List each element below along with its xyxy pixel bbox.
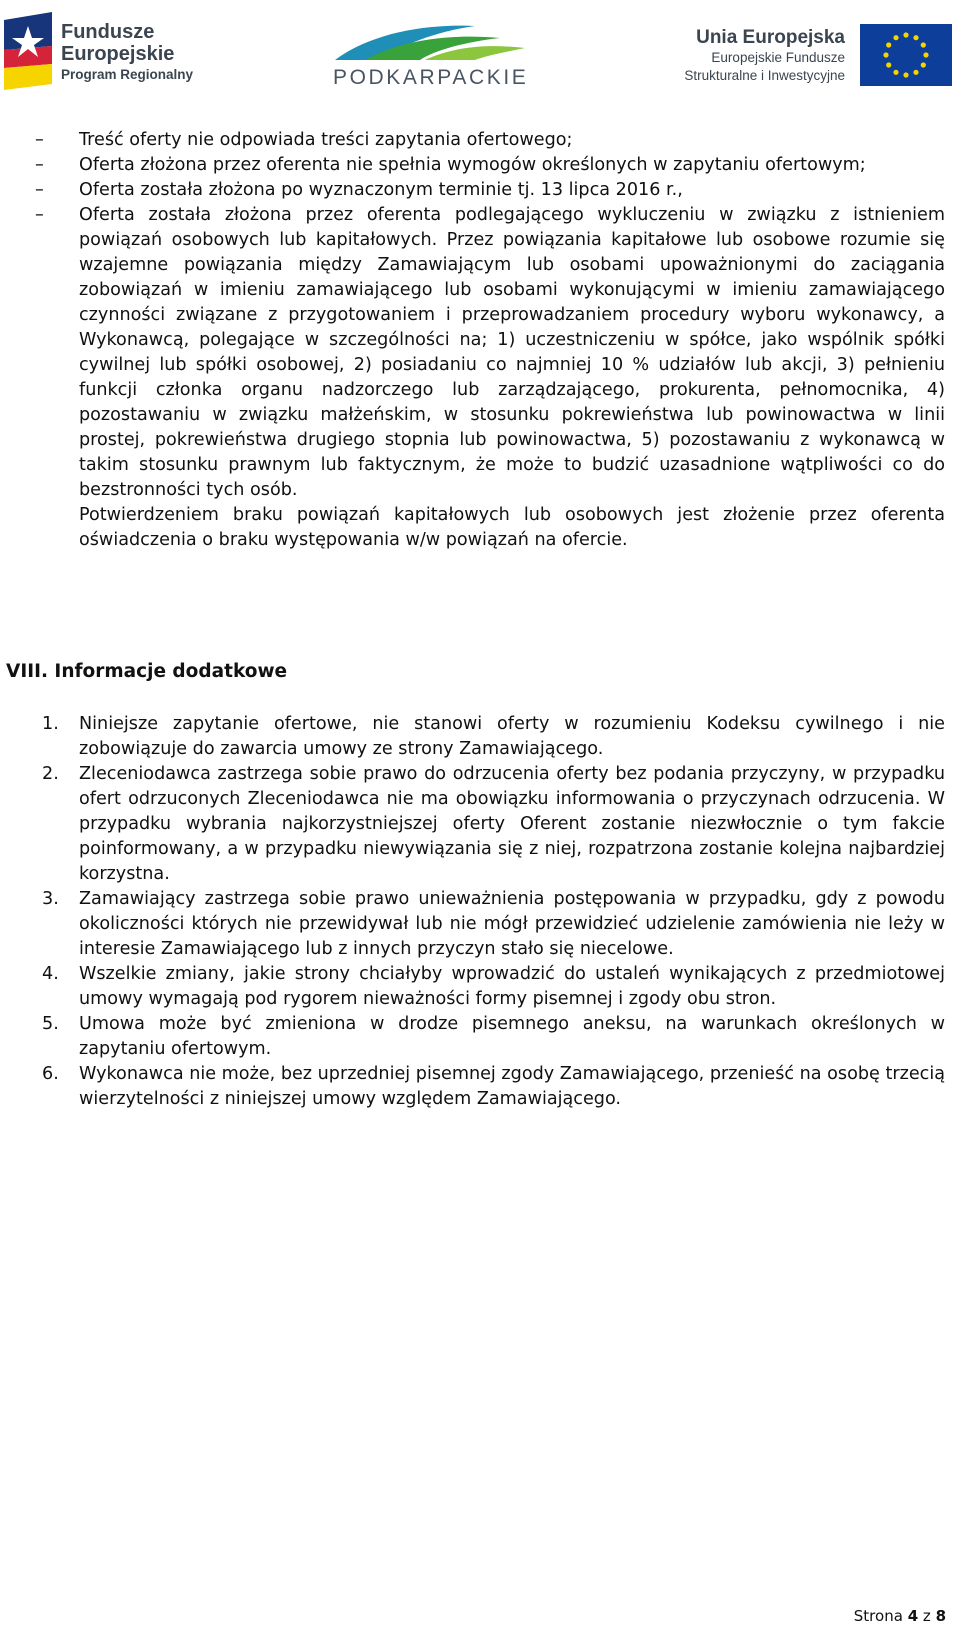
podkarpackie-logo: [325, 20, 535, 90]
exclusion-item-2: [0, 153, 945, 178]
item-text: Wszelkie zmiany, jakie strony chciałyby wprowadzić do ustaleń wynikających z przedmiotowej umowy wymagają pod rygorem nieważności formy pisemnej i zgody obu stron.: [79, 964, 945, 1009]
exclusion-item-3: [0, 178, 945, 203]
ue-logo-line1: Unia Europejska: [696, 27, 845, 48]
item-number: 4.: [42, 964, 59, 984]
ue-logo-line3: Strukturalne i Inwestycyjne: [684, 67, 845, 83]
dash-bullet: –: [35, 155, 44, 175]
exclusion-item-text: Oferta została złożona po wyznaczonym terminie tj. 13 lipca 2016 r.,: [79, 180, 683, 200]
info-item-6: [0, 1062, 945, 1112]
dash-bullet: –: [35, 205, 44, 225]
item-number: 2.: [42, 764, 59, 784]
exclusion-item-4: [0, 203, 945, 503]
info-item-3: [0, 887, 945, 962]
exclusion-item-1: [0, 128, 945, 153]
section-heading: VIII. Informacje dodatkowe: [6, 661, 288, 682]
confirmation-paragraph: Potwierdzeniem braku powiązań kapitałowych lub osobowych jest złożenie przez oferenta oświadczenia o braku występowania w/w powiązań na ofercie.: [79, 505, 945, 550]
fe-logo-line1: Fundusze: [61, 21, 155, 43]
page-header: [0, 0, 960, 100]
podkarpackie-hills-icon: [325, 20, 535, 66]
dash-bullet: –: [35, 130, 44, 150]
exclusion-item-text: Treść oferty nie odpowiada treści zapytania ofertowego;: [79, 130, 573, 150]
page-number: [854, 1607, 946, 1625]
item-text: Zleceniodawca zastrzega sobie prawo do odrzucenia oferty bez podania przyczyny, w przypadku ofert odrzuconych Zleceniodawca nie ma obowiązku informowania o przyczynach odrzucenia. W przypadku wybrania najkorzystniejszej oferty Oferent zostanie niezwłocznie o tym fakcie poinformowany, a w przypadku niewywiązania się z niej, rozpatrzona zostanie kolejna najbardziej korzystna.: [79, 764, 945, 884]
info-item-1: [0, 712, 945, 762]
info-item-5: [0, 1012, 945, 1062]
podkarpackie-text: PODKARPACKIE: [333, 66, 529, 89]
item-number: 5.: [42, 1014, 59, 1034]
exclusion-list: [0, 128, 960, 553]
item-text: Zamawiający zastrzega sobie prawo unieważnienia postępowania w przypadku, gdy z powodu okoliczności których nie przewidywał lub nie mógł przewidzieć udzielenie zamówienia nie leży w interesie Zamawiającego lub z innych przyczyn stało się niecelowe.: [79, 889, 945, 959]
item-number: 3.: [42, 889, 59, 909]
fundusze-europejskie-logo: [4, 12, 204, 92]
eu-flag-icon: [860, 24, 952, 86]
exclusion-item-text: Oferta została złożona przez oferenta podlegającego wykluczeniu w związku z istnieniem powiązań osobowych lub kapitałowych. Przez powiązania kapitałowe lub osobowe rozumie się wzajemne powiązania między Zamawiającym lub osobami upoważnionymi do zaciągania zobowiązań w imieniu zamawiającego lub osobami wykonującymi w imieniu zamawiającego czynności związane z przygotowaniem i przeprowadzaniem procedury wyboru wykonawcy, a Wykonawcą, polegające w szczególności na; 1) uczestniczeniu w spółce, jako wspólnik spółki cywilnej lub spółki osobowej, 2) posiadaniu co najmniej 10 % udziałów lub akcji, 3) pełnieniu funkcji członka organu nadzorczego lub zarządzającego, prokurenta, pełnomocnika, 4) pozostawaniu w związku małżeńskim, w stosunku pokrewieństwa lub powinowactwa w linii prostej, pokrewieństwa drugiego stopnia lub powinowactwa, 5) pozostawaniu z wykonawcą w takim stosunku prawnym lub faktycznym, że może to budzić uzasadnione wątpliwości co do bezstronności tych osób.: [79, 205, 945, 500]
document-body: [0, 128, 960, 553]
info-item-4: [0, 962, 945, 1012]
item-number: 6.: [42, 1064, 59, 1084]
item-number: 1.: [42, 714, 59, 734]
unia-europejska-logo: [670, 24, 960, 88]
dash-bullet: –: [35, 180, 44, 200]
page-total: 8: [935, 1607, 946, 1625]
page-separator: z: [922, 1607, 931, 1625]
page-label: Strona: [853, 1607, 903, 1625]
fe-logo-line2: Europejskie: [61, 43, 175, 65]
item-text: Umowa może być zmieniona w drodze pisemnego aneksu, na warunkach określonych w zapytaniu ofertowym.: [79, 1014, 945, 1059]
fe-logo-line3: Program Regionalny: [61, 67, 194, 82]
item-text: Wykonawca nie może, bez uprzedniej pisemnej zgody Zamawiającego, przenieść na osobę trzecią wierzytelności z niniejszej umowy względem Zamawiającego.: [79, 1064, 945, 1109]
item-text: Niniejsze zapytanie ofertowe, nie stanowi oferty w rozumieniu Kodeksu cywilnego i nie zobowiązuje do zawarcia umowy ze strony Zamawiającego.: [79, 714, 945, 759]
exclusion-item-text: Oferta złożona przez oferenta nie spełnia wymogów określonych w zapytaniu ofertowym;: [79, 155, 866, 175]
info-item-2: [0, 762, 945, 887]
page-current: 4: [907, 1607, 919, 1625]
ue-logo-line2: Europejskie Fundusze: [711, 50, 845, 65]
additional-info-list: [0, 712, 960, 1112]
fe-star-emblem-icon: [4, 12, 54, 92]
